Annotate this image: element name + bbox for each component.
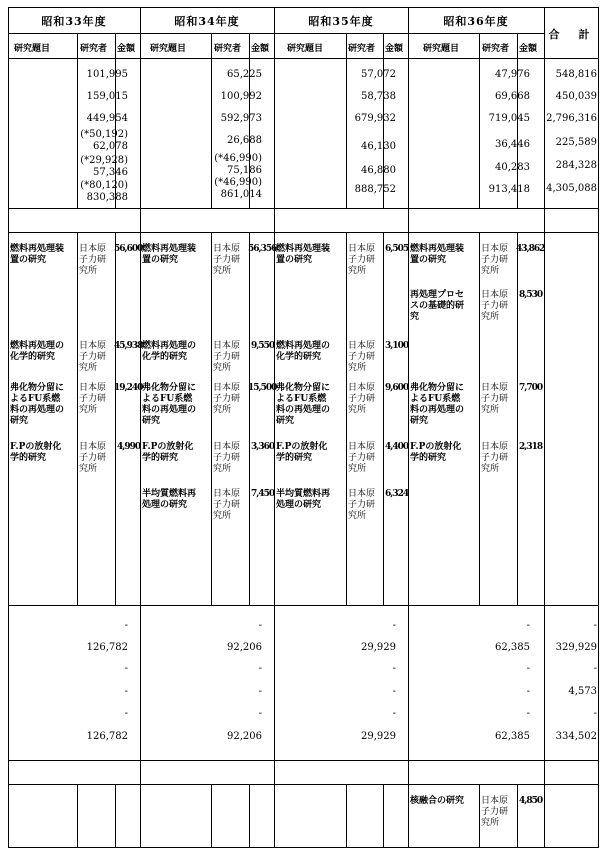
bot-r6-y33: 126,782 xyxy=(86,731,128,742)
y36-project-2-amount: 8,530 xyxy=(519,290,543,300)
rule-header-bottom xyxy=(8,58,599,59)
bot-r6-y34: 92,206 xyxy=(227,731,262,742)
top-r5-y33: (*29,928) 57,346 xyxy=(80,155,128,178)
top-r6-y36: 913,418 xyxy=(488,184,530,195)
bot-r1-total: - xyxy=(593,620,597,631)
bot-r2-y34: 92,206 xyxy=(227,642,262,653)
y33-project-3-org: 日本原 子力研 究所 xyxy=(79,383,107,415)
sub-amount-y36: 金額 xyxy=(519,44,538,54)
sub-amount-y33: 金額 xyxy=(117,44,136,54)
rule-top-block-end xyxy=(8,208,599,209)
top-r2-y33: 159,015 xyxy=(86,91,128,102)
y36-project-4-org: 日本原 子力研 究所 xyxy=(481,442,509,474)
bot-r3-total: - xyxy=(593,663,597,674)
y35-project-5-amount: 6,324 xyxy=(385,489,409,499)
rule-top xyxy=(8,7,599,8)
sub-researcher-y36: 研究者 xyxy=(482,44,510,54)
y33-project-1-amount: 56,600 xyxy=(114,244,143,254)
col-y35-amount-c xyxy=(383,784,384,848)
col-y34-researcher-c xyxy=(211,784,212,848)
top-r3-total: 2,796,316 xyxy=(546,113,597,124)
y35-project-2-amount: 3,100 xyxy=(385,341,409,351)
top-r3-y34: 592,973 xyxy=(220,113,262,124)
y34-project-5-amount: 7,450 xyxy=(251,489,275,499)
y35-project-2-topic: 燃料再処理の 化学的研究 xyxy=(276,341,331,362)
bot-r2-total: 329,929 xyxy=(555,642,597,653)
col-left xyxy=(8,7,9,848)
sub-amount-y35: 金額 xyxy=(385,44,404,54)
rule-projects-end xyxy=(8,605,599,606)
y34-project-5-org: 日本原 子力研 究所 xyxy=(213,489,241,521)
y34-project-3-topic: 弗化物分留に よるFU系燃 料の再処理の 研究 xyxy=(142,383,197,426)
sub-topic-y36: 研究題目 xyxy=(423,44,460,54)
sub-amount-y34: 金額 xyxy=(251,44,270,54)
y35-project-3-org: 日本原 子力研 究所 xyxy=(348,383,376,415)
top-r1-y34: 65,225 xyxy=(227,69,262,80)
rule-spacer2-end xyxy=(8,784,599,785)
y36-project-3-org: 日本原 子力研 究所 xyxy=(481,383,509,415)
y36-project-4-topic: F.Pの放射化 学的研究 xyxy=(410,442,462,463)
header-y35: 昭和35年度 xyxy=(308,15,374,28)
y35-project-1-org: 日本原 子力研 究所 xyxy=(348,244,376,276)
top-r5-total: 284,328 xyxy=(555,160,597,171)
rule-spacer-end xyxy=(8,232,599,233)
y35-project-3-amount: 9,600 xyxy=(385,383,409,393)
top-r3-y35: 679,932 xyxy=(354,113,396,124)
top-r1-y35: 57,072 xyxy=(361,69,396,80)
y33-project-2-amount: 45,938 xyxy=(114,341,143,351)
bot-r2-y33: 126,782 xyxy=(86,642,128,653)
header-y33: 昭和33年度 xyxy=(41,15,107,28)
top-r2-y34: 100,992 xyxy=(220,91,262,102)
bot-r1-y35: - xyxy=(392,620,396,631)
y36-project-1-topic: 燃料再処理装 置の研究 xyxy=(410,244,465,265)
y34-project-1-topic: 燃料再処理装 置の研究 xyxy=(142,244,197,265)
top-r1-y36: 47,976 xyxy=(495,69,530,80)
y33-project-2-topic: 燃料再処理の 化学的研究 xyxy=(10,341,65,362)
y35-project-4-topic: F.Pの放射化 学的研究 xyxy=(276,442,328,463)
col-y33-researcher-b xyxy=(77,232,78,606)
col-total xyxy=(544,7,545,848)
bot-r5-total: - xyxy=(593,708,597,719)
y34-project-4-amount: 3,360 xyxy=(251,442,275,452)
y34-project-1-org: 日本原 子力研 究所 xyxy=(213,244,241,276)
y36-project-1-org: 日本原 子力研 究所 xyxy=(481,244,509,276)
top-r4-y35: 46,130 xyxy=(361,141,396,152)
y36-project-2-org: 日本原 子力研 究所 xyxy=(481,290,509,322)
bot-r1-y34: - xyxy=(258,620,262,631)
y36-project-2-topic: 再処理プロセ スの基礎的研 究 xyxy=(410,290,465,322)
sub-researcher-y33: 研究者 xyxy=(80,44,108,54)
y35-project-2-org: 日本原 子力研 究所 xyxy=(348,341,376,373)
y35-project-1-topic: 燃料再処理装 置の研究 xyxy=(276,244,331,265)
bot-r3-y34: - xyxy=(258,663,262,674)
y34-project-3-org: 日本原 子力研 究所 xyxy=(213,383,241,415)
y33-project-4-amount: 4,990 xyxy=(117,442,141,452)
top-r6-total: 4,305,088 xyxy=(546,183,597,194)
sub-topic-y34: 研究題目 xyxy=(150,44,187,54)
col-y35-amount-b xyxy=(383,232,384,606)
bot-r2-y35: 29,929 xyxy=(361,642,396,653)
y34-project-1-amount: 56,356 xyxy=(248,244,277,254)
bot-r2-y36: 62,385 xyxy=(495,642,530,653)
col-y34-amount-b xyxy=(249,232,250,606)
top-r3-y36: 719,045 xyxy=(488,113,530,124)
header-total: 合 計 xyxy=(548,28,594,41)
y36-project-1-amount: 43,862 xyxy=(516,244,545,254)
bot-r4-total: 4,573 xyxy=(568,686,597,697)
bot-r5-y33: - xyxy=(124,708,128,719)
bot-r1-y36: - xyxy=(526,620,530,631)
bot-r4-y33: - xyxy=(124,686,128,697)
top-r4-y36: 36,446 xyxy=(495,139,530,150)
col-y36-researcher-b xyxy=(479,232,480,606)
sub-researcher-y35: 研究者 xyxy=(348,44,376,54)
y35-project-1-amount: 6,505 xyxy=(385,244,409,254)
col-y34 xyxy=(140,7,141,848)
top-r4-y34: 26,688 xyxy=(227,135,262,146)
y35-project-5-org: 日本原 子力研 究所 xyxy=(348,489,376,521)
col-y36-amount-c xyxy=(517,784,518,848)
bot-r5-y34: - xyxy=(258,708,262,719)
y35-project-4-org: 日本原 子力研 究所 xyxy=(348,442,376,474)
top-r4-total: 225,589 xyxy=(555,137,597,148)
y34-project-2-topic: 燃料再処理の 化学的研究 xyxy=(142,341,197,362)
y34-project-5-topic: 半均質燃料再 処理の研究 xyxy=(142,489,197,510)
y34-project-4-org: 日本原 子力研 究所 xyxy=(213,442,241,474)
y33-project-2-org: 日本原 子力研 究所 xyxy=(79,341,107,373)
sub-topic-y33: 研究題目 xyxy=(14,44,51,54)
y36-project-3-amount: 7,700 xyxy=(519,383,543,393)
y33-project-3-topic: 弗化物分留に よるFU系燃 料の再処理の 研究 xyxy=(10,383,65,426)
y34-project-2-amount: 9,550 xyxy=(251,341,275,351)
col-y36-amount-b xyxy=(517,232,518,606)
y33-project-4-topic: F.Pの放射化 学的研究 xyxy=(10,442,62,463)
bot-r1-y33: - xyxy=(124,620,128,631)
col-y35-researcher-c xyxy=(346,784,347,848)
bot-r3-y36: - xyxy=(526,663,530,674)
top-r6-y34: (*46,990) 861,014 xyxy=(214,177,262,200)
y36-fusion-amount: 4,850 xyxy=(519,796,543,806)
sub-topic-y35: 研究題目 xyxy=(287,44,324,54)
bot-r6-y35: 29,929 xyxy=(361,731,396,742)
rule-bottom xyxy=(8,847,599,848)
rule-bottom-block-end xyxy=(8,760,599,761)
col-y33-researcher-c xyxy=(77,784,78,848)
y35-project-5-topic: 半均質燃料再 処理の研究 xyxy=(276,489,331,510)
y33-project-3-amount: 19,240 xyxy=(114,383,143,393)
top-r5-y36: 40,283 xyxy=(495,162,530,173)
y35-project-3-topic: 弗化物分留に よるFU系燃 料の再処理の 研究 xyxy=(276,383,331,426)
col-y35 xyxy=(274,7,275,848)
col-y34-amount-c xyxy=(249,784,250,848)
top-r3-y33: 449,954 xyxy=(86,113,128,124)
top-r2-y35: 58,738 xyxy=(361,91,396,102)
top-r4-y33: (*50,192) 62,078 xyxy=(80,129,128,152)
col-y35-researcher-b xyxy=(346,232,347,606)
bot-r4-y35: - xyxy=(392,686,396,697)
top-r5-y34: (*46,990) 75,186 xyxy=(214,153,262,176)
bot-r6-total: 334,502 xyxy=(555,731,597,742)
y34-project-3-amount: 15,500 xyxy=(248,383,277,393)
rule-header-mid xyxy=(8,33,545,34)
top-r1-total: 548,816 xyxy=(555,69,597,80)
y34-project-2-org: 日本原 子力研 究所 xyxy=(213,341,241,373)
top-r6-y35: 888,752 xyxy=(354,184,396,195)
bot-r3-y35: - xyxy=(392,663,396,674)
y36-project-4-amount: 2,318 xyxy=(519,442,543,452)
col-y33-amount-b xyxy=(115,232,116,606)
top-r2-y36: 69,668 xyxy=(495,91,530,102)
bot-r4-y36: - xyxy=(526,686,530,697)
top-r2-total: 450,039 xyxy=(555,91,597,102)
y34-project-4-topic: F.Pの放射化 学的研究 xyxy=(142,442,194,463)
y35-project-4-amount: 4,400 xyxy=(385,442,409,452)
y36-project-3-topic: 弗化物分留に よるFU系燃 料の再処理の 研究 xyxy=(410,383,465,426)
y33-project-4-org: 日本原 子力研 究所 xyxy=(79,442,107,474)
bot-r3-y33: - xyxy=(124,663,128,674)
top-r1-y33: 101,995 xyxy=(86,69,128,80)
bot-r4-y34: - xyxy=(258,686,262,697)
col-y36 xyxy=(408,7,409,848)
col-y33-amount-c xyxy=(115,784,116,848)
top-r5-y35: 46,880 xyxy=(361,165,396,176)
bot-r6-y36: 62,385 xyxy=(495,731,530,742)
top-r6-y33: (*80,120) 830,388 xyxy=(80,180,128,203)
y33-project-1-topic: 燃料再処理装 置の研究 xyxy=(10,244,65,265)
bot-r5-y35: - xyxy=(392,708,396,719)
col-y36-researcher-c xyxy=(479,784,480,848)
y36-fusion-topic: 核融合の研究 xyxy=(410,796,465,806)
y36-fusion-org: 日本原 子力研 究所 xyxy=(481,796,509,828)
header-y34: 昭和34年度 xyxy=(174,15,240,28)
col-y34-researcher-b xyxy=(211,232,212,606)
y33-project-1-org: 日本原 子力研 究所 xyxy=(79,244,107,276)
bot-r5-y36: - xyxy=(526,708,530,719)
header-y36: 昭和36年度 xyxy=(443,15,509,28)
col-right xyxy=(598,7,599,848)
sub-researcher-y34: 研究者 xyxy=(214,44,242,54)
